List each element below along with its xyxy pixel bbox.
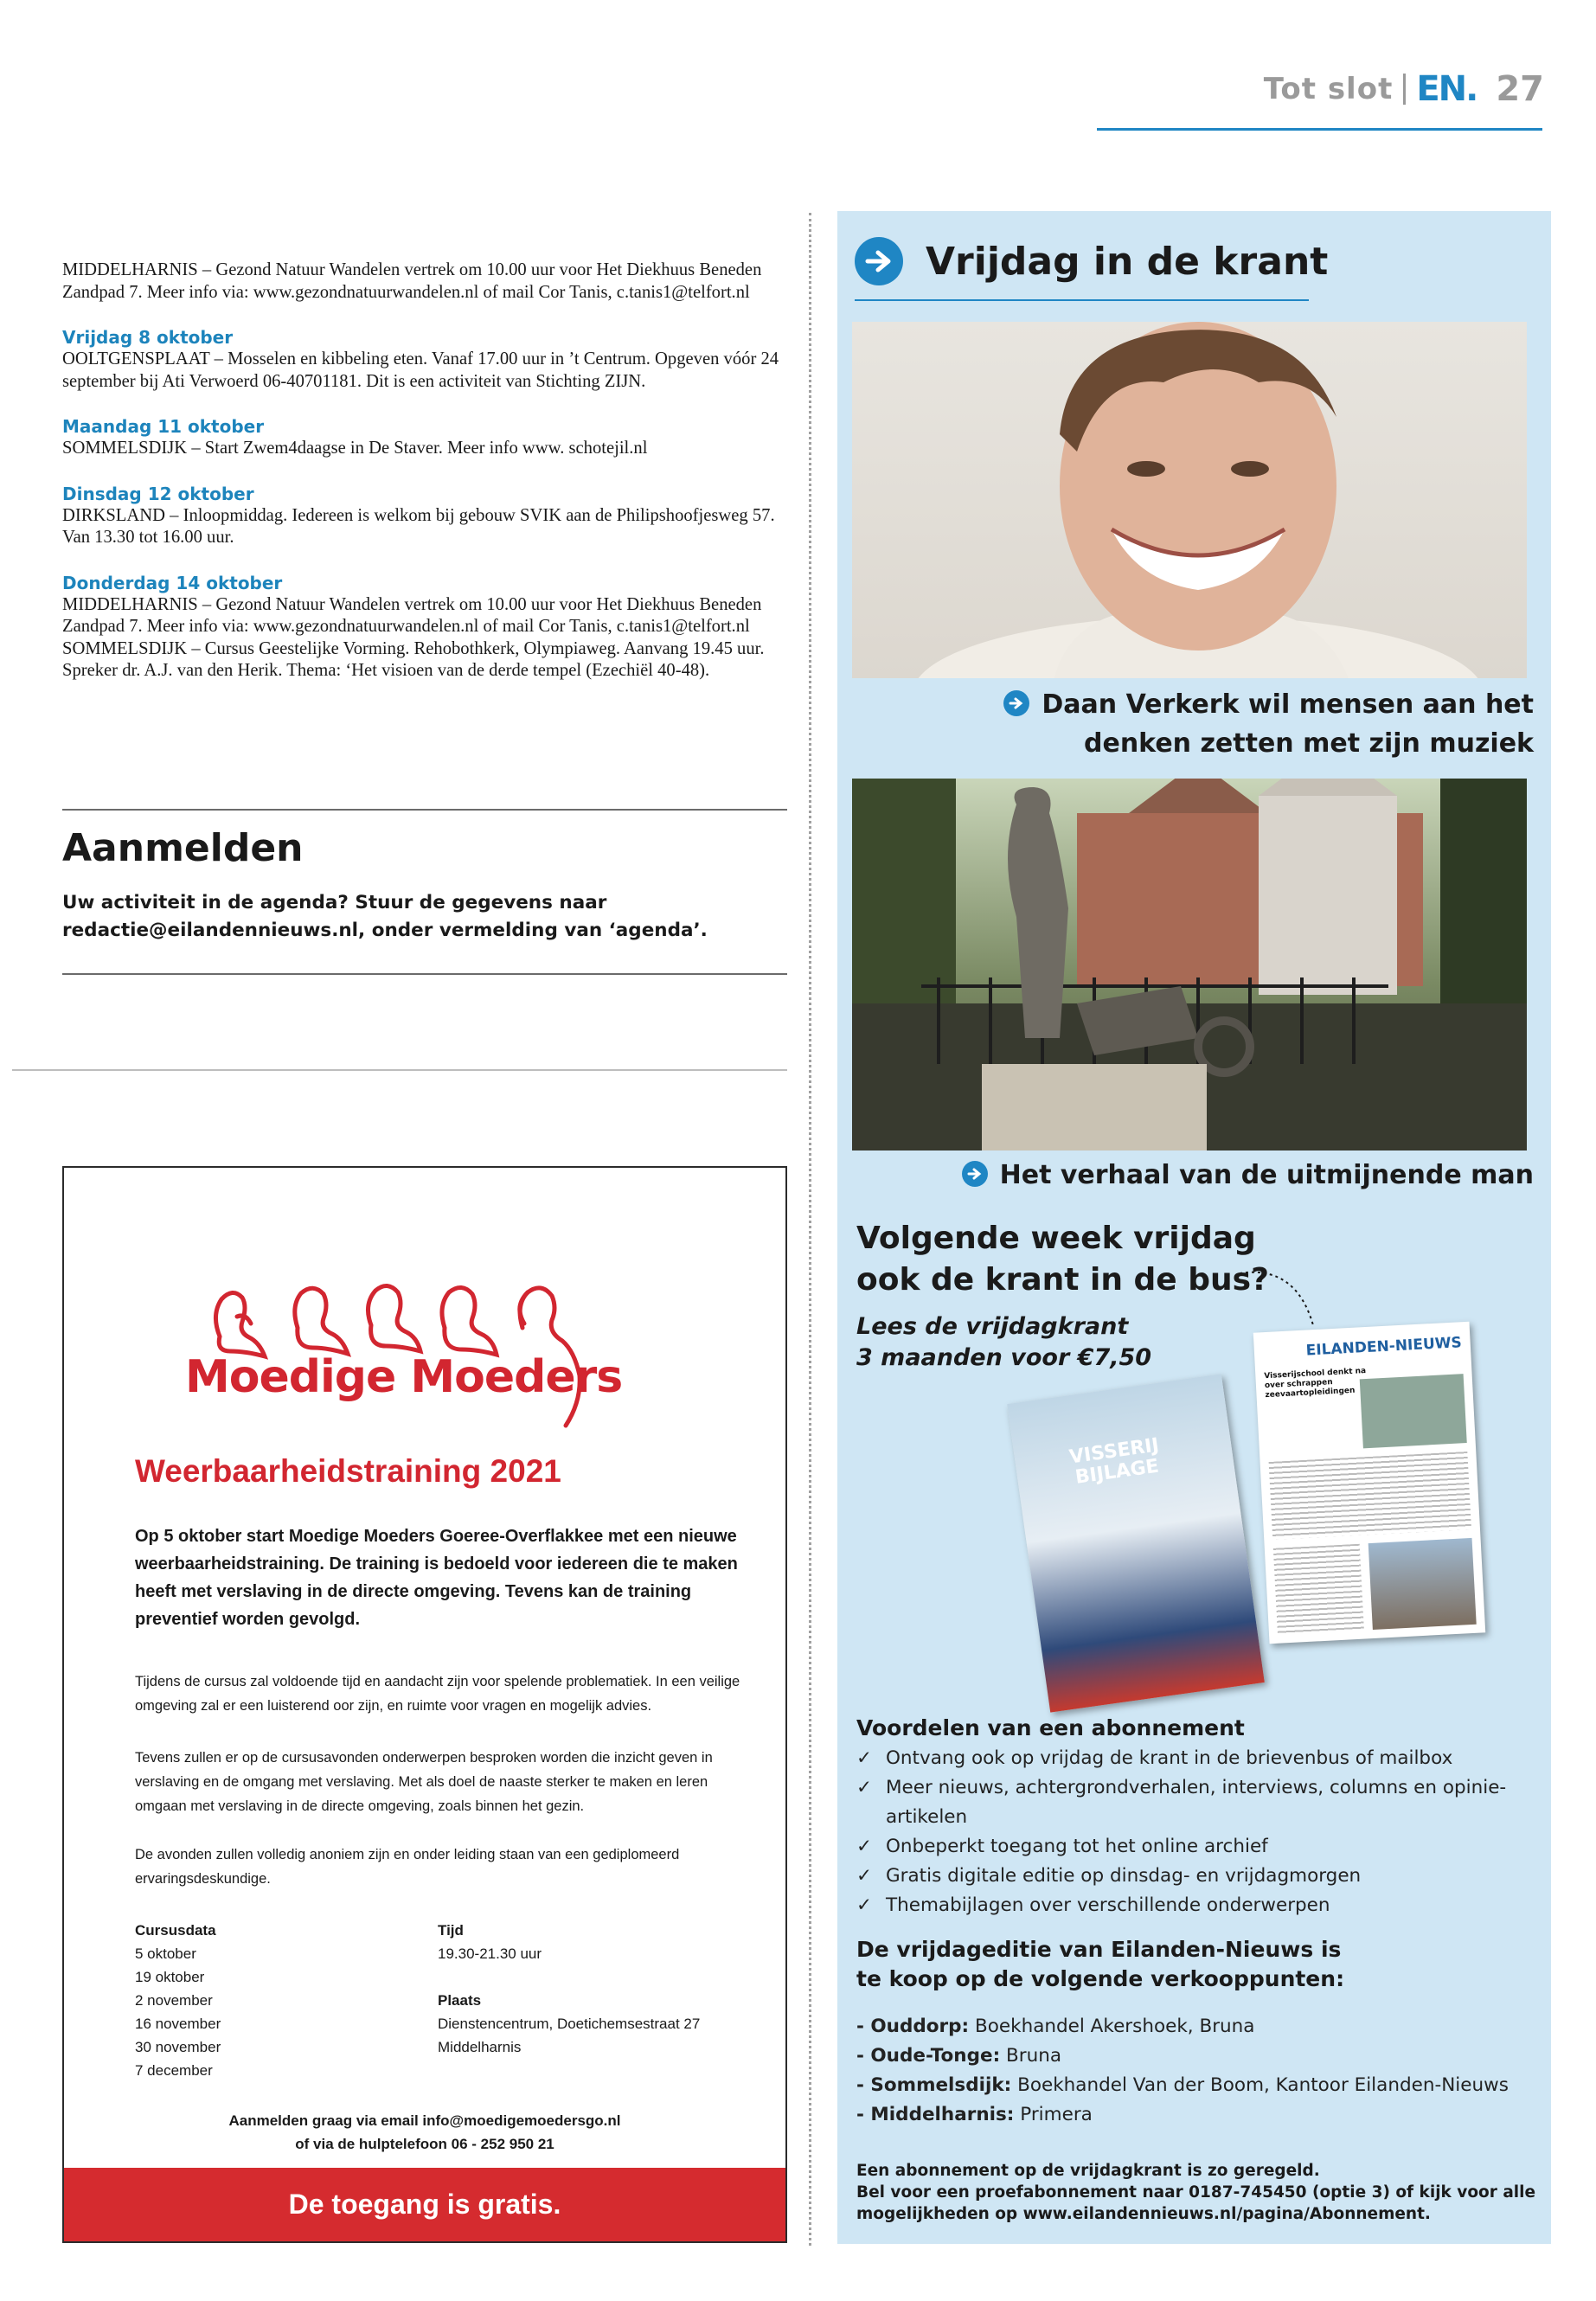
arrow-right-icon xyxy=(1003,690,1029,716)
newspaper-photo xyxy=(1368,1538,1477,1630)
shop-item xyxy=(856,2041,1531,2071)
benefit-item: ✓ Onbeperkt toegang tot het online archief xyxy=(856,1832,1531,1862)
newspaper-logo: EN. xyxy=(1416,69,1477,109)
promo-heading xyxy=(856,1218,1269,1301)
promo-heading-line: Volgende week vrijdag xyxy=(856,1221,1256,1256)
benefit-item: ✓ Ontvang ook op vrijdag de krant in de brievenbus of mailbox xyxy=(856,1744,1531,1773)
shop-item xyxy=(856,2012,1531,2041)
agenda-text: OOLTGENSPLAAT – Mosselen en kibbeling eten. Vanaf 17.00 uur in ’t Centrum. Opgeven vóór 24 september bij Ati Verwoerd 06-40701181. Dit is een activiteit van Stichting ZIJN. xyxy=(62,349,779,391)
promo-title: Vrijdag in de krant xyxy=(926,239,1329,284)
place-value: Dienstencentrum, Doetichemsestraat 27 xyxy=(438,2016,701,2032)
photo-caption xyxy=(962,1156,1534,1195)
ad-banner xyxy=(64,2168,785,2241)
page-header xyxy=(1264,67,1544,111)
agenda-text: MIDDELHARNIS – Gezond Natuur Wandelen vertrek om 10.00 uur voor Het Diekhuus Beneden Zandpad 7. Meer info via: www.gezondnatuurwandelen.nl of mail Cor Tanis, c.tanis1@telfort.nl xyxy=(62,260,762,302)
dates-label: Cursusdata xyxy=(135,1922,216,1939)
agenda-entry xyxy=(62,415,789,460)
place-value: Middelharnis xyxy=(438,2039,522,2055)
agenda-date: Dinsdag 12 oktober xyxy=(62,483,254,504)
benefits-list xyxy=(856,1744,1531,1920)
supplement-cover xyxy=(1007,1374,1265,1712)
aanmelden-title: Aanmelden xyxy=(62,826,304,870)
agenda-entry xyxy=(62,260,789,304)
aanmelden-body: Uw activiteit in de agenda? Stuur de gegevens naar redactie@eilandennieuws.nl, onder vermelding van ‘agenda’. xyxy=(62,892,708,941)
ad-paragraph: Tevens zullen er op de cursusavonden onderwerpen besproken worden die inzicht geven in verslaving en de omgang met verslaving. Met als doel de naaste sterker te maken en leren omgaan met verslaving in de directe omgeving, zoals binnen het gezin. xyxy=(135,1750,713,1814)
dotted-arrow-icon xyxy=(1235,1265,1322,1334)
caption-line: Daan Verkerk wil mensen aan het xyxy=(1042,689,1534,720)
shop-item xyxy=(856,2071,1531,2100)
shops-title-line: te koop op de volgende verkooppunten: xyxy=(856,1966,1345,1991)
divider xyxy=(62,809,787,811)
agenda-date: Maandag 11 oktober xyxy=(62,416,265,437)
divider xyxy=(62,973,787,975)
advertisement xyxy=(62,1166,787,2243)
ad-time-place xyxy=(438,1919,700,2059)
agenda-entry xyxy=(62,326,789,393)
caption-line: Het verhaal van de uitmijnende man xyxy=(999,1160,1534,1190)
shop-place: - Middelharnis: xyxy=(856,2104,1015,2125)
date-item: 2 november xyxy=(135,1992,213,2009)
ad-headline: Weerbaarheidstraining 2021 xyxy=(135,1453,561,1489)
ad-dates xyxy=(135,1919,221,2082)
shop-name: Boekhandel Akershoek, Bruna xyxy=(974,2016,1255,2037)
shops-list xyxy=(856,2012,1531,2130)
newspaper-text xyxy=(1273,1544,1364,1635)
shop-place: - Ouddorp: xyxy=(856,2016,970,2037)
newspaper-headline: Visserijschool denkt na over schrappen zeevaartopleidingen xyxy=(1264,1367,1367,1400)
footer-line: Bel voor een proefabonnement naar 0187-745450 (optie 3) of kijk voor alle xyxy=(856,2183,1536,2202)
place-label: Plaats xyxy=(438,1992,482,2009)
arrow-right-icon xyxy=(962,1161,988,1187)
arrow-right-icon xyxy=(855,237,903,285)
portrait-photo xyxy=(852,322,1527,678)
photo-caption xyxy=(1003,685,1534,763)
shops-title-line: De vrijdageditie van Eilanden-Nieuws is xyxy=(856,1937,1342,1962)
ad-banner-text: De toegang is gratis. xyxy=(288,2189,561,2220)
agenda-list xyxy=(62,260,789,705)
page-number: 27 xyxy=(1496,69,1544,109)
benefits-title: Voordelen van een abonnement xyxy=(856,1715,1245,1740)
benefit-item: ✓ Themabijlagen over verschillende onderwerpen xyxy=(856,1891,1531,1920)
footer-line: Een abonnement op de vrijdagkrant is zo geregeld. xyxy=(856,2162,1320,2180)
footer-line: mogelijkheden op www.eilandennieuws.nl/pagina/Abonnement. xyxy=(856,2205,1431,2223)
date-item: 30 november xyxy=(135,2039,221,2055)
contact-line: of via de hulptelefoon 06 - 252 950 21 xyxy=(295,2136,554,2152)
promo-heading-line: ook de krant in de bus? xyxy=(856,1262,1269,1298)
promo-sub-line: Lees de vrijdagkrant xyxy=(856,1313,1129,1340)
moedige-moeders-logo-icon xyxy=(185,1254,704,1436)
date-item: 16 november xyxy=(135,2016,221,2032)
shop-name: Boekhandel Van der Boom, Kantoor Eilanden-Nieuws xyxy=(1017,2074,1509,2096)
section-label: Tot slot xyxy=(1263,72,1394,106)
agenda-date: Donderdag 14 oktober xyxy=(62,572,283,593)
ad-contact xyxy=(64,2109,785,2156)
header-divider xyxy=(1403,74,1406,105)
supplement-label: VISSERIJ BIJLAGE xyxy=(1067,1434,1161,1489)
agenda-text: SOMMELSDIJK – Cursus Geestelijke Vorming. Rehobothkerk, Olympiaweg. Aanvang 19.45 uur. Spreker dr. A.J. van den Herik. Thema: ‘Het visioen van de derde tempel (Ezechiël 40-48). xyxy=(62,638,765,680)
agenda-text: DIRKSLAND – Inloopmiddag. Iedereen is welkom bij gebouw SVIK aan de Philipshoofjesweg 57. Van 13.30 tot 16.00 uur. xyxy=(62,505,775,547)
ad-paragraph: De avonden zullen volledig anoniem zijn en onder leiding staan van een gediplomeerd ervaringsdeskundige. xyxy=(135,1847,680,1887)
shop-name: Bruna xyxy=(1006,2045,1062,2067)
benefit-item: ✓ Meer nieuws, achtergrondverhalen, interviews, columns en opinie-artikelen xyxy=(856,1773,1531,1832)
shop-item xyxy=(856,2100,1531,2130)
newspaper-text xyxy=(1269,1452,1471,1540)
agenda-date: Vrijdag 8 oktober xyxy=(62,327,234,348)
contact-line: Aanmelden graag via email info@moedigemoedersgo.nl xyxy=(228,2112,621,2129)
ad-brand-name: Moedige Moeders xyxy=(185,1351,623,1403)
promo-title-row xyxy=(855,237,1328,285)
shop-place: - Oude-Tonge: xyxy=(856,2045,1001,2067)
newspaper-photo xyxy=(1360,1374,1467,1448)
agenda-text: MIDDELHARNIS – Gezond Natuur Wandelen vertrek om 10.00 uur voor Het Diekhuus Beneden Zandpad 7. Meer info via: www.gezondnatuurwandelen.nl of mail Cor Tanis, c.tanis1@telfort.nl xyxy=(62,594,762,636)
ad-lead: Op 5 oktober start Moedige Moeders Goeree-Overflakkee met een nieuwe weerbaarheidstraining. De training is bedoeld voor iedereen die te maken heeft met verslaving in de directe omgeving. Tevens kan de training preventief worden gevolgd. xyxy=(135,1527,738,1629)
newspaper-cover xyxy=(1253,1322,1485,1644)
header-rule xyxy=(1097,128,1542,131)
date-item: 7 december xyxy=(135,2062,213,2079)
date-item: 5 oktober xyxy=(135,1945,196,1962)
promo-sub-line: 3 maanden voor €7,50 xyxy=(856,1344,1152,1371)
shop-name: Primera xyxy=(1020,2104,1093,2125)
promo-subheading xyxy=(856,1311,1151,1374)
divider xyxy=(12,1069,787,1071)
time-label: Tijd xyxy=(438,1922,464,1939)
agenda-entry xyxy=(62,483,789,549)
promo-title-rule xyxy=(855,299,1309,301)
column-divider xyxy=(809,213,811,2246)
subscription-footer xyxy=(856,2160,1540,2225)
date-item: 19 oktober xyxy=(135,1969,205,1985)
time-value: 19.30-21.30 uur xyxy=(438,1945,542,1962)
promo-panel xyxy=(837,211,1551,2244)
shop-place: - Sommelsdijk: xyxy=(856,2074,1012,2096)
shops-title xyxy=(856,1935,1344,1994)
agenda-entry xyxy=(62,572,789,683)
benefit-item: ✓ Gratis digitale editie op dinsdag- en vrijdagmorgen xyxy=(856,1862,1531,1891)
statue-photo xyxy=(852,779,1527,1150)
agenda-text: SOMMELSDIJK – Start Zwem4daagse in De Staver. Meer info www. schotejil.nl xyxy=(62,439,648,458)
ad-paragraph: Tijdens de cursus zal voldoende tijd en aandacht zijn voor spelende problematiek. In een veilige omgeving zal er een luisterend oor zijn, en ruimte voor vragen en mogelijk advies. xyxy=(135,1674,740,1714)
newspaper-masthead: EILANDEN-NIEUWS xyxy=(1305,1334,1463,1360)
caption-line: denken zetten met zijn muziek xyxy=(1084,728,1534,759)
